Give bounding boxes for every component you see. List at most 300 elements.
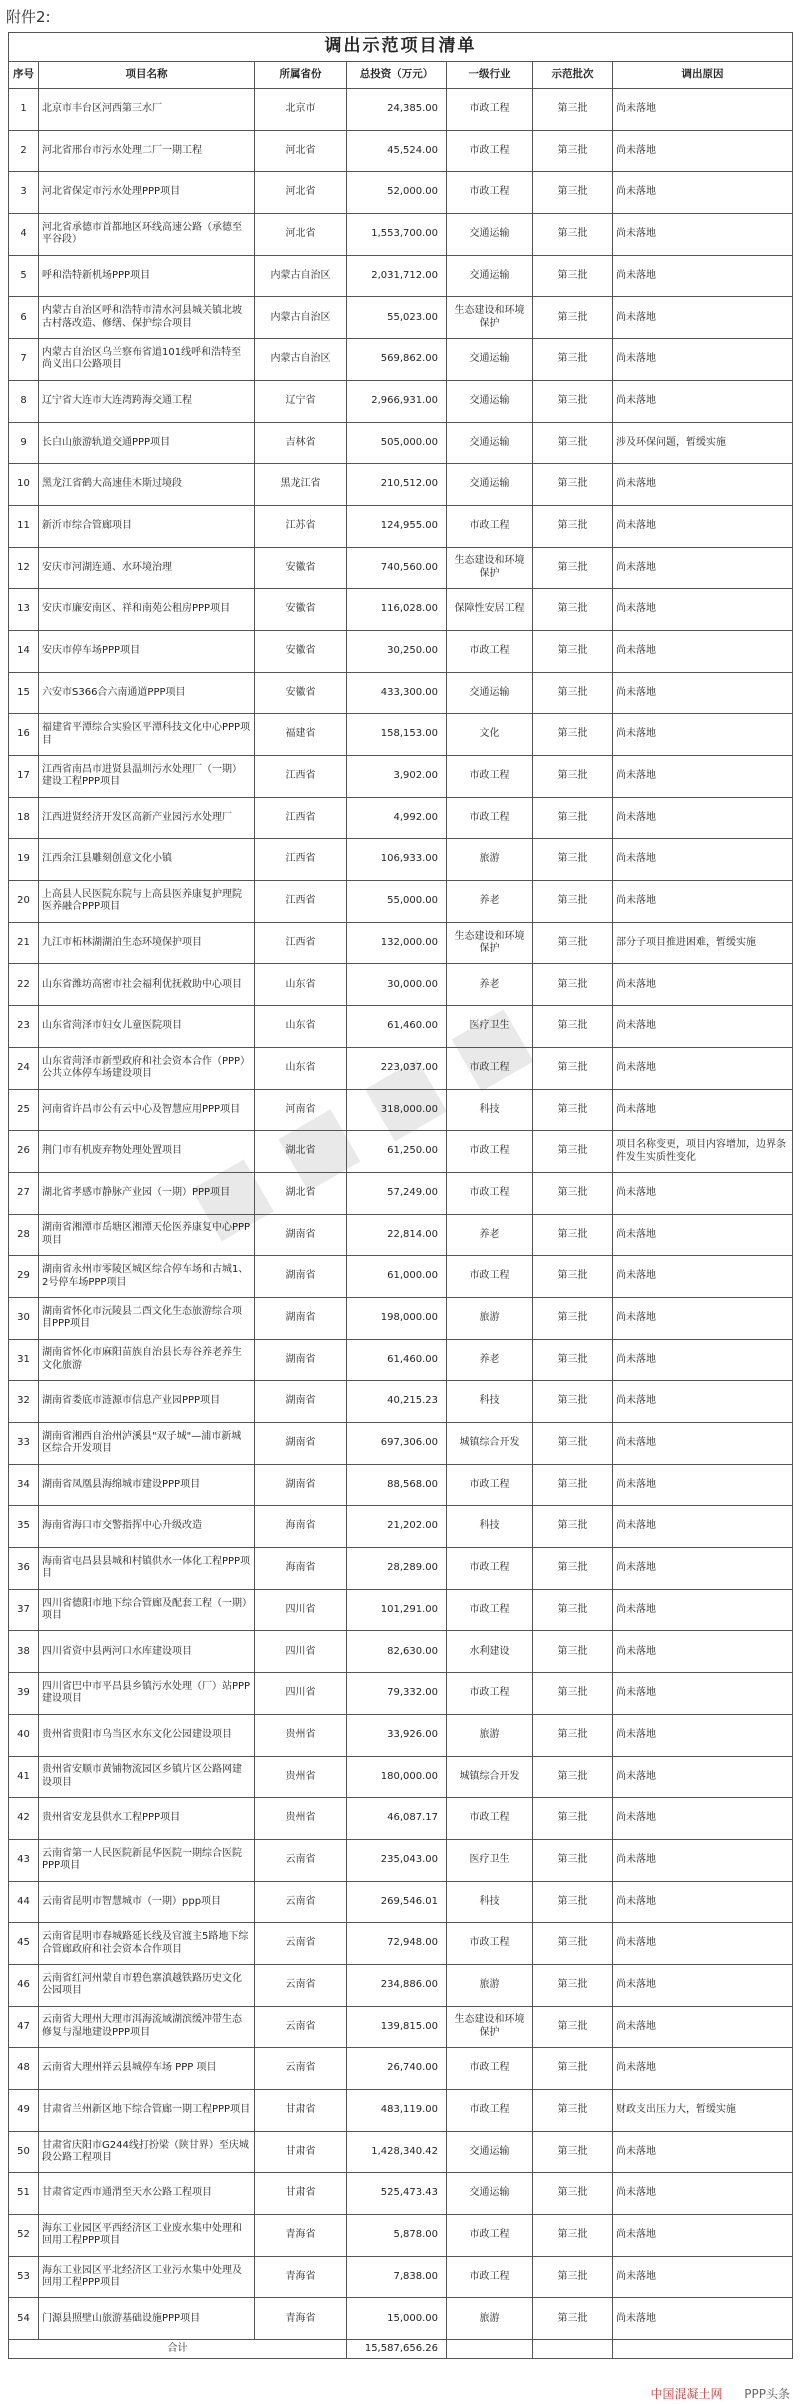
row-index: 24 <box>9 1047 39 1089</box>
row-index: 41 <box>9 1756 39 1798</box>
table-row <box>9 505 793 547</box>
row-investment: 79,332.00 <box>347 1673 447 1715</box>
row-industry: 市政工程 <box>447 630 533 672</box>
row-project-name: 海东工业园区平西经济区工业废水集中处理和回用工程PPP项目 <box>39 2215 255 2257</box>
row-index: 27 <box>9 1172 39 1214</box>
table-row <box>9 922 793 964</box>
table-row <box>9 2173 793 2215</box>
row-province: 福建省 <box>255 714 347 756</box>
row-investment: 1,553,700.00 <box>347 214 447 256</box>
row-province: 湖北省 <box>255 1172 347 1214</box>
row-investment: 61,250.00 <box>347 1131 447 1173</box>
row-batch: 第三批 <box>533 1047 613 1089</box>
row-index: 6 <box>9 297 39 339</box>
row-industry: 城镇综合开发 <box>447 1423 533 1465</box>
row-province: 河北省 <box>255 130 347 172</box>
row-batch: 第三批 <box>533 1673 613 1715</box>
row-batch: 第三批 <box>533 130 613 172</box>
row-investment: 22,814.00 <box>347 1214 447 1256</box>
row-investment: 2,031,712.00 <box>347 255 447 297</box>
row-province: 安徽省 <box>255 589 347 631</box>
row-index: 20 <box>9 881 39 923</box>
row-province: 云南省 <box>255 1839 347 1881</box>
row-province: 江西省 <box>255 881 347 923</box>
row-index: 7 <box>9 339 39 381</box>
row-batch: 第三批 <box>533 1339 613 1381</box>
row-index: 22 <box>9 964 39 1006</box>
total-value: 15,587,656.26 <box>347 2340 447 2359</box>
row-investment: 139,815.00 <box>347 2006 447 2048</box>
table-row <box>9 1923 793 1965</box>
row-investment: 61,000.00 <box>347 1256 447 1298</box>
row-investment: 106,933.00 <box>347 839 447 881</box>
table-row <box>9 839 793 881</box>
header-index: 序号 <box>9 62 39 89</box>
row-province: 贵州省 <box>255 1798 347 1840</box>
row-province: 甘肃省 <box>255 2131 347 2173</box>
row-index: 53 <box>9 2256 39 2298</box>
row-province: 山东省 <box>255 1047 347 1089</box>
row-batch: 第三批 <box>533 1214 613 1256</box>
row-batch: 第三批 <box>533 547 613 589</box>
row-industry: 市政工程 <box>447 1589 533 1631</box>
table-row <box>9 1006 793 1048</box>
header-province: 所属省份 <box>255 62 347 89</box>
table-row <box>9 1964 793 2006</box>
row-industry: 市政工程 <box>447 1464 533 1506</box>
row-project-name: 贵州省安龙县供水工程PPP项目 <box>39 1798 255 1840</box>
row-province: 湖南省 <box>255 1214 347 1256</box>
row-index: 33 <box>9 1423 39 1465</box>
table-row <box>9 756 793 798</box>
row-province: 湖南省 <box>255 1339 347 1381</box>
row-investment: 45,524.00 <box>347 130 447 172</box>
row-province: 江西省 <box>255 922 347 964</box>
total-row <box>9 2340 793 2359</box>
row-investment: 26,740.00 <box>347 2048 447 2090</box>
table-row <box>9 2048 793 2090</box>
row-province: 江西省 <box>255 839 347 881</box>
row-investment: 88,568.00 <box>347 1464 447 1506</box>
table-row <box>9 547 793 589</box>
row-province: 海南省 <box>255 1506 347 1548</box>
row-index: 37 <box>9 1589 39 1631</box>
row-batch: 第三批 <box>533 380 613 422</box>
row-index: 43 <box>9 1839 39 1881</box>
row-batch: 第三批 <box>533 1131 613 1173</box>
table-row <box>9 1798 793 1840</box>
row-project-name: 江西省南昌市进贤县温圳污水处理厂（一期）建设工程PPP项目 <box>39 756 255 798</box>
row-reason: 尚未落地 <box>613 1297 793 1339</box>
row-investment: 72,948.00 <box>347 1923 447 1965</box>
row-reason: 尚未落地 <box>613 1548 793 1590</box>
row-project-name: 上高县人民医院东院与上高县医养康复护理院医养融合PPP项目 <box>39 881 255 923</box>
row-province: 安徽省 <box>255 672 347 714</box>
table-row <box>9 1381 793 1423</box>
row-batch: 第三批 <box>533 672 613 714</box>
row-project-name: 湖南省湘潭市岳塘区湘潭天伦医养康复中心PPP项目 <box>39 1214 255 1256</box>
row-project-name: 江西余江县雕刻创意文化小镇 <box>39 839 255 881</box>
row-index: 25 <box>9 1089 39 1131</box>
row-batch: 第三批 <box>533 1423 613 1465</box>
row-investment: 318,000.00 <box>347 1089 447 1131</box>
row-industry: 旅游 <box>447 1297 533 1339</box>
row-batch: 第三批 <box>533 1756 613 1798</box>
table-row <box>9 1673 793 1715</box>
row-reason: 尚未落地 <box>613 1006 793 1048</box>
row-batch: 第三批 <box>533 964 613 1006</box>
row-project-name: 内蒙古自治区乌兰察布省道101线呼和浩特至尚义出口公路项目 <box>39 339 255 381</box>
row-project-name: 四川省资中县两河口水库建设项目 <box>39 1631 255 1673</box>
row-project-name: 湖北省孝感市静脉产业园（一期）PPP项目 <box>39 1172 255 1214</box>
row-reason: 尚未落地 <box>613 1381 793 1423</box>
row-project-name: 安庆市廉安南区、祥和南苑公租房PPP项目 <box>39 589 255 631</box>
row-reason: 尚未落地 <box>613 297 793 339</box>
row-batch: 第三批 <box>533 1089 613 1131</box>
row-industry: 保障性安居工程 <box>447 589 533 631</box>
row-index: 52 <box>9 2215 39 2257</box>
table-row <box>9 2256 793 2298</box>
row-reason: 尚未落地 <box>613 2131 793 2173</box>
table-row <box>9 630 793 672</box>
row-industry: 交通运输 <box>447 672 533 714</box>
table-row <box>9 1756 793 1798</box>
row-industry: 科技 <box>447 1381 533 1423</box>
row-batch: 第三批 <box>533 172 613 214</box>
row-batch: 第三批 <box>533 89 613 131</box>
table-row <box>9 714 793 756</box>
row-reason: 尚未落地 <box>613 1756 793 1798</box>
row-reason: 尚未落地 <box>613 1673 793 1715</box>
attachment-label: 附件2: <box>6 8 51 26</box>
header-batch: 示范批次 <box>533 62 613 89</box>
row-industry: 养老 <box>447 1339 533 1381</box>
row-investment: 483,119.00 <box>347 2090 447 2132</box>
row-project-name: 河北省保定市污水处理PPP项目 <box>39 172 255 214</box>
row-investment: 132,000.00 <box>347 922 447 964</box>
row-investment: 180,000.00 <box>347 1756 447 1798</box>
row-index: 50 <box>9 2131 39 2173</box>
row-province: 湖南省 <box>255 1297 347 1339</box>
row-project-name: 内蒙古自治区呼和浩特市清水河县城关镇北坡古村落改造、修缮、保护综合项目 <box>39 297 255 339</box>
row-project-name: 四川省德阳市地下综合管廊及配套工程（一期）项目 <box>39 1589 255 1631</box>
row-reason: 尚未落地 <box>613 2006 793 2048</box>
row-index: 14 <box>9 630 39 672</box>
row-reason: 尚未落地 <box>613 714 793 756</box>
row-reason: 尚未落地 <box>613 1964 793 2006</box>
table-row <box>9 172 793 214</box>
header-industry: 一级行业 <box>447 62 533 89</box>
table-row <box>9 1506 793 1548</box>
row-industry: 交通运输 <box>447 339 533 381</box>
table-row <box>9 2131 793 2173</box>
row-batch: 第三批 <box>533 2048 613 2090</box>
row-industry: 水利建设 <box>447 1631 533 1673</box>
row-reason: 尚未落地 <box>613 1047 793 1089</box>
row-industry: 市政工程 <box>447 1172 533 1214</box>
row-investment: 505,000.00 <box>347 422 447 464</box>
row-province: 湖南省 <box>255 1381 347 1423</box>
row-province: 云南省 <box>255 1881 347 1923</box>
row-industry: 市政工程 <box>447 1256 533 1298</box>
row-province: 内蒙古自治区 <box>255 339 347 381</box>
total-label: 合计 <box>9 2340 347 2359</box>
row-industry: 医疗卫生 <box>447 1006 533 1048</box>
table-row <box>9 589 793 631</box>
row-project-name: 安庆市停车场PPP项目 <box>39 630 255 672</box>
row-industry: 交通运输 <box>447 380 533 422</box>
row-investment: 55,023.00 <box>347 297 447 339</box>
row-reason: 尚未落地 <box>613 589 793 631</box>
row-batch: 第三批 <box>533 464 613 506</box>
table-row <box>9 1548 793 1590</box>
row-investment: 269,546.01 <box>347 1881 447 1923</box>
row-index: 42 <box>9 1798 39 1840</box>
row-project-name: 新沂市综合管廊项目 <box>39 505 255 547</box>
row-project-name: 辽宁省大连市大连湾跨海交通工程 <box>39 380 255 422</box>
row-reason: 尚未落地 <box>613 630 793 672</box>
table-row <box>9 1714 793 1756</box>
row-index: 32 <box>9 1381 39 1423</box>
row-index: 35 <box>9 1506 39 1548</box>
row-reason: 尚未落地 <box>613 464 793 506</box>
row-reason: 尚未落地 <box>613 130 793 172</box>
row-index: 47 <box>9 2006 39 2048</box>
row-batch: 第三批 <box>533 2173 613 2215</box>
row-investment: 210,512.00 <box>347 464 447 506</box>
table-row <box>9 339 793 381</box>
row-industry: 文化 <box>447 714 533 756</box>
row-reason: 尚未落地 <box>613 797 793 839</box>
row-batch: 第三批 <box>533 1923 613 1965</box>
row-investment: 223,037.00 <box>347 1047 447 1089</box>
row-industry: 旅游 <box>447 2298 533 2340</box>
row-index: 10 <box>9 464 39 506</box>
row-industry: 旅游 <box>447 1714 533 1756</box>
row-province: 海南省 <box>255 1548 347 1590</box>
row-reason: 尚未落地 <box>613 672 793 714</box>
row-batch: 第三批 <box>533 839 613 881</box>
row-reason: 尚未落地 <box>613 2048 793 2090</box>
row-project-name: 云南省昆明市智慧城市（一期）ppp项目 <box>39 1881 255 1923</box>
table-row <box>9 964 793 1006</box>
table-row <box>9 1214 793 1256</box>
table-row <box>9 797 793 839</box>
table-row <box>9 1589 793 1631</box>
row-reason: 尚未落地 <box>613 1923 793 1965</box>
footer-wechat: PPP头条 <box>744 2387 790 2401</box>
row-reason: 尚未落地 <box>613 1256 793 1298</box>
row-province: 山东省 <box>255 964 347 1006</box>
total-empty-3 <box>613 2340 793 2359</box>
row-index: 1 <box>9 89 39 131</box>
row-batch: 第三批 <box>533 881 613 923</box>
row-batch: 第三批 <box>533 1881 613 1923</box>
row-province: 四川省 <box>255 1631 347 1673</box>
row-reason: 尚未落地 <box>613 881 793 923</box>
row-project-name: 湖南省湘西自治州泸溪县"双子城"—浦市新城区综合开发项目 <box>39 1423 255 1465</box>
row-index: 9 <box>9 422 39 464</box>
total-empty-1 <box>447 2340 533 2359</box>
row-batch: 第三批 <box>533 2090 613 2132</box>
table-row <box>9 1631 793 1673</box>
row-index: 2 <box>9 130 39 172</box>
row-index: 34 <box>9 1464 39 1506</box>
row-project-name: 荆门市有机废弃物处理处置项目 <box>39 1131 255 1173</box>
row-province: 江苏省 <box>255 505 347 547</box>
row-project-name: 北京市丰台区河西第三水厂 <box>39 89 255 131</box>
row-project-name: 海南省屯昌县县城和村镇供水一体化工程PPP项目 <box>39 1548 255 1590</box>
row-batch: 第三批 <box>533 505 613 547</box>
row-project-name: 河南省许昌市公有云中心及智慧应用PPP项目 <box>39 1089 255 1131</box>
row-project-name: 云南省红河州蒙自市碧色寨滇越铁路历史文化公园项目 <box>39 1964 255 2006</box>
row-investment: 697,306.00 <box>347 1423 447 1465</box>
row-index: 44 <box>9 1881 39 1923</box>
row-investment: 116,028.00 <box>347 589 447 631</box>
table-row <box>9 1839 793 1881</box>
row-index: 38 <box>9 1631 39 1673</box>
row-industry: 市政工程 <box>447 1131 533 1173</box>
row-reason: 尚未落地 <box>613 1798 793 1840</box>
row-investment: 7,838.00 <box>347 2256 447 2298</box>
row-industry: 城镇综合开发 <box>447 1756 533 1798</box>
row-project-name: 湖南省凤凰县海绵城市建设PPP项目 <box>39 1464 255 1506</box>
row-reason: 尚未落地 <box>613 1089 793 1131</box>
row-index: 28 <box>9 1214 39 1256</box>
row-reason: 尚未落地 <box>613 339 793 381</box>
row-batch: 第三批 <box>533 714 613 756</box>
total-empty-2 <box>533 2340 613 2359</box>
row-batch: 第三批 <box>533 214 613 256</box>
row-industry: 交通运输 <box>447 214 533 256</box>
row-index: 12 <box>9 547 39 589</box>
row-batch: 第三批 <box>533 1631 613 1673</box>
row-reason: 尚未落地 <box>613 1506 793 1548</box>
table-row <box>9 1089 793 1131</box>
row-batch: 第三批 <box>533 1798 613 1840</box>
row-industry: 交通运输 <box>447 464 533 506</box>
row-industry: 市政工程 <box>447 756 533 798</box>
row-batch: 第三批 <box>533 1714 613 1756</box>
row-investment: 433,300.00 <box>347 672 447 714</box>
row-industry: 医疗卫生 <box>447 1839 533 1881</box>
row-province: 江西省 <box>255 756 347 798</box>
row-investment: 30,250.00 <box>347 630 447 672</box>
row-reason: 涉及环保问题，暂缓实施 <box>613 422 793 464</box>
row-project-name: 山东省菏泽市新型政府和社会资本合作（PPP）公共立体停车场建设项目 <box>39 1047 255 1089</box>
row-province: 湖北省 <box>255 1131 347 1173</box>
header-investment: 总投资（万元） <box>347 62 447 89</box>
table-row <box>9 672 793 714</box>
table-row <box>9 464 793 506</box>
row-province: 青海省 <box>255 2298 347 2340</box>
table-row <box>9 1881 793 1923</box>
row-index: 36 <box>9 1548 39 1590</box>
table-row <box>9 881 793 923</box>
row-batch: 第三批 <box>533 2131 613 2173</box>
row-industry: 市政工程 <box>447 130 533 172</box>
row-index: 39 <box>9 1673 39 1715</box>
row-reason: 尚未落地 <box>613 2173 793 2215</box>
row-province: 青海省 <box>255 2215 347 2257</box>
table-row <box>9 1172 793 1214</box>
row-index: 49 <box>9 2090 39 2132</box>
row-reason: 尚未落地 <box>613 1423 793 1465</box>
row-reason: 尚未落地 <box>613 547 793 589</box>
row-project-name: 云南省大理州祥云县城停车场 PPP 项目 <box>39 2048 255 2090</box>
row-province: 内蒙古自治区 <box>255 297 347 339</box>
row-index: 30 <box>9 1297 39 1339</box>
row-reason: 尚未落地 <box>613 2298 793 2340</box>
row-project-name: 云南省大理州大理市洱海流域湖滨缓冲带生态修复与湿地建设PPP项目 <box>39 2006 255 2048</box>
row-batch: 第三批 <box>533 255 613 297</box>
row-reason: 尚未落地 <box>613 1839 793 1881</box>
row-investment: 52,000.00 <box>347 172 447 214</box>
row-province: 湖南省 <box>255 1423 347 1465</box>
row-batch: 第三批 <box>533 1172 613 1214</box>
row-province: 湖南省 <box>255 1464 347 1506</box>
row-industry: 养老 <box>447 1214 533 1256</box>
row-batch: 第三批 <box>533 589 613 631</box>
row-industry: 养老 <box>447 964 533 1006</box>
row-reason: 项目名称变更，项目内容增加，边界条件发生实质性变化 <box>613 1131 793 1173</box>
row-project-name: 湖南省怀化市沅陵县二酉文化生态旅游综合项目PPP项目 <box>39 1297 255 1339</box>
table-row <box>9 1297 793 1339</box>
row-industry: 市政工程 <box>447 1798 533 1840</box>
row-batch: 第三批 <box>533 1589 613 1631</box>
row-project-name: 湖南省娄底市涟源市信息产业园PPP项目 <box>39 1381 255 1423</box>
row-investment: 4,992.00 <box>347 797 447 839</box>
row-project-name: 山东省菏泽市妇女儿童医院项目 <box>39 1006 255 1048</box>
row-investment: 740,560.00 <box>347 547 447 589</box>
row-investment: 101,291.00 <box>347 1589 447 1631</box>
row-reason: 尚未落地 <box>613 2256 793 2298</box>
row-investment: 234,886.00 <box>347 1964 447 2006</box>
row-index: 29 <box>9 1256 39 1298</box>
row-index: 5 <box>9 255 39 297</box>
row-reason: 尚未落地 <box>613 756 793 798</box>
row-index: 16 <box>9 714 39 756</box>
row-index: 3 <box>9 172 39 214</box>
row-project-name: 贵州省安顺市黄铺物流园区乡镇片区公路网建设项目 <box>39 1756 255 1798</box>
row-industry: 市政工程 <box>447 1923 533 1965</box>
row-batch: 第三批 <box>533 1506 613 1548</box>
row-industry: 生态建设和环境保护 <box>447 2006 533 2048</box>
row-project-name: 甘肃省庆阳市G244线打扮梁（陕甘界）至庆城段公路工程项目 <box>39 2131 255 2173</box>
row-batch: 第三批 <box>533 922 613 964</box>
row-industry: 市政工程 <box>447 1047 533 1089</box>
row-batch: 第三批 <box>533 1256 613 1298</box>
table-row <box>9 1339 793 1381</box>
row-reason: 尚未落地 <box>613 1589 793 1631</box>
row-reason: 尚未落地 <box>613 839 793 881</box>
row-investment: 33,926.00 <box>347 1714 447 1756</box>
table-row <box>9 1423 793 1465</box>
row-index: 18 <box>9 797 39 839</box>
row-industry: 旅游 <box>447 1964 533 2006</box>
row-reason: 尚未落地 <box>613 505 793 547</box>
row-index: 45 <box>9 1923 39 1965</box>
table-row <box>9 130 793 172</box>
table-row <box>9 1047 793 1089</box>
row-industry: 市政工程 <box>447 1548 533 1590</box>
row-batch: 第三批 <box>533 2256 613 2298</box>
row-industry: 养老 <box>447 881 533 923</box>
row-province: 云南省 <box>255 2048 347 2090</box>
row-investment: 198,000.00 <box>347 1297 447 1339</box>
row-index: 54 <box>9 2298 39 2340</box>
row-project-name: 甘肃省兰州新区地下综合管廊一期工程PPP项目 <box>39 2090 255 2132</box>
